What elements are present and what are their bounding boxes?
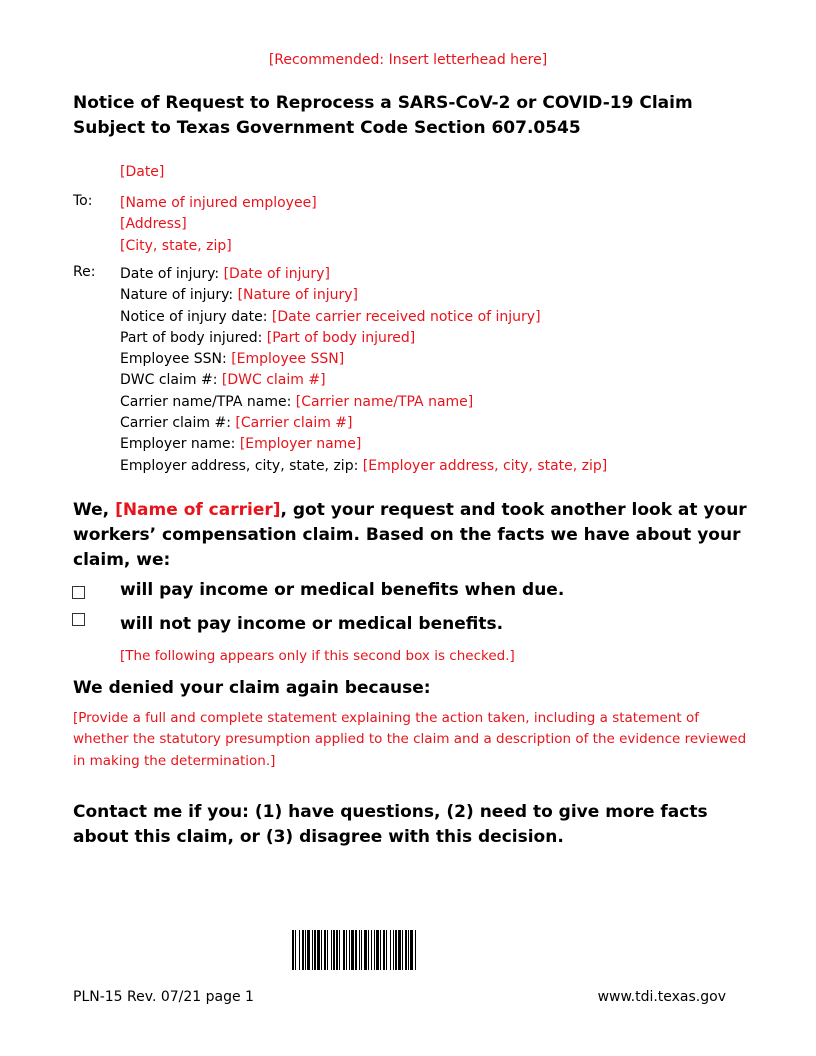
detail-value: [Carrier name/TPA name] — [295, 393, 474, 410]
detail-value: [Nature of injury] — [237, 287, 358, 304]
detail-label: Employer address, city, state, zip: — [120, 457, 363, 474]
detail-value: [Date carrier received notice of injury] — [271, 308, 541, 325]
recipient-name: [Name of injured employee] — [120, 195, 317, 211]
barcode — [292, 930, 524, 970]
notice-title: Notice of Request to Reprocess a SARS-CoV-2 or COVID-19 Claim Subject to Texas Government Code Section 607.0545 — [73, 93, 693, 138]
claim-details — [120, 264, 607, 477]
detail-value: [Part of body injured] — [266, 329, 416, 346]
recipient-block — [120, 193, 317, 257]
denial-explanation-placeholder: [Provide a full and complete statement explaining the action taken, including a statement of whether the statutory presumption applied to the claim and a description of the evidence reviewed in making the determination.] — [73, 710, 747, 769]
contact-statement: Contact me if you: (1) have questions, (2) need to give more facts about this claim, or (3) disagree with this decision. — [73, 802, 708, 847]
claim-detail-row — [120, 285, 607, 306]
claim-detail-row — [120, 349, 607, 370]
detail-value: [Date of injury] — [223, 266, 330, 282]
claim-detail-row — [120, 264, 607, 285]
claim-detail-row — [120, 392, 607, 413]
detail-label: Nature of injury: — [120, 287, 238, 304]
claim-detail-row — [120, 370, 607, 391]
detail-label: Notice of injury date: — [120, 308, 272, 325]
recipient-city: [City, state, zip] — [120, 237, 232, 254]
to-label: To: — [73, 193, 93, 209]
re-label: Re: — [73, 264, 96, 280]
detail-label: Date of injury: — [120, 266, 224, 282]
date-placeholder: [Date] — [120, 164, 165, 180]
carrier-name-placeholder: [Name of carrier] — [115, 500, 281, 520]
detail-label: Carrier name/TPA name: — [120, 393, 296, 410]
will-pay-label: will pay income or medical benefits when due. — [120, 580, 565, 600]
claim-detail-row — [120, 413, 607, 434]
detail-value: [Employee SSN] — [231, 351, 345, 368]
will-not-pay-checkbox[interactable] — [72, 613, 85, 626]
detail-value: [Carrier claim #] — [235, 415, 353, 432]
detail-label: DWC claim #: — [120, 372, 222, 389]
claim-detail-row — [120, 434, 607, 455]
claim-detail-row — [120, 307, 607, 328]
second-box-note: [The following appears only if this second box is checked.] — [120, 648, 515, 664]
decision-statement — [73, 498, 753, 573]
claim-detail-row — [120, 328, 607, 349]
denied-heading: We denied your claim again because: — [73, 678, 431, 698]
detail-label: Carrier claim #: — [120, 415, 236, 432]
detail-label: Employee SSN: — [120, 351, 232, 368]
will-not-pay-label: will not pay income or medical benefits. — [120, 614, 504, 634]
claim-detail-row — [120, 456, 607, 477]
will-pay-checkbox[interactable] — [72, 586, 85, 599]
detail-value: [Employer name] — [239, 436, 362, 453]
website-link[interactable]: www.tdi.texas.gov — [597, 989, 726, 1005]
letterhead-placeholder: [Recommended: Insert letterhead here] — [268, 52, 548, 68]
statement-prefix: We, — [73, 500, 116, 520]
statement-suffix: , got your request and took another look at your workers’ compensation claim. Based on the facts we have about your claim, we: — [73, 500, 747, 570]
detail-label: Part of body injured: — [120, 329, 267, 346]
detail-value: [Employer address, city, state, zip] — [362, 457, 608, 474]
detail-label: Employer name: — [120, 436, 240, 453]
form-identifier: PLN-15 Rev. 07/21 page 1 — [73, 989, 254, 1005]
recipient-address: [Address] — [120, 216, 187, 233]
detail-value: [DWC claim #] — [221, 372, 326, 389]
